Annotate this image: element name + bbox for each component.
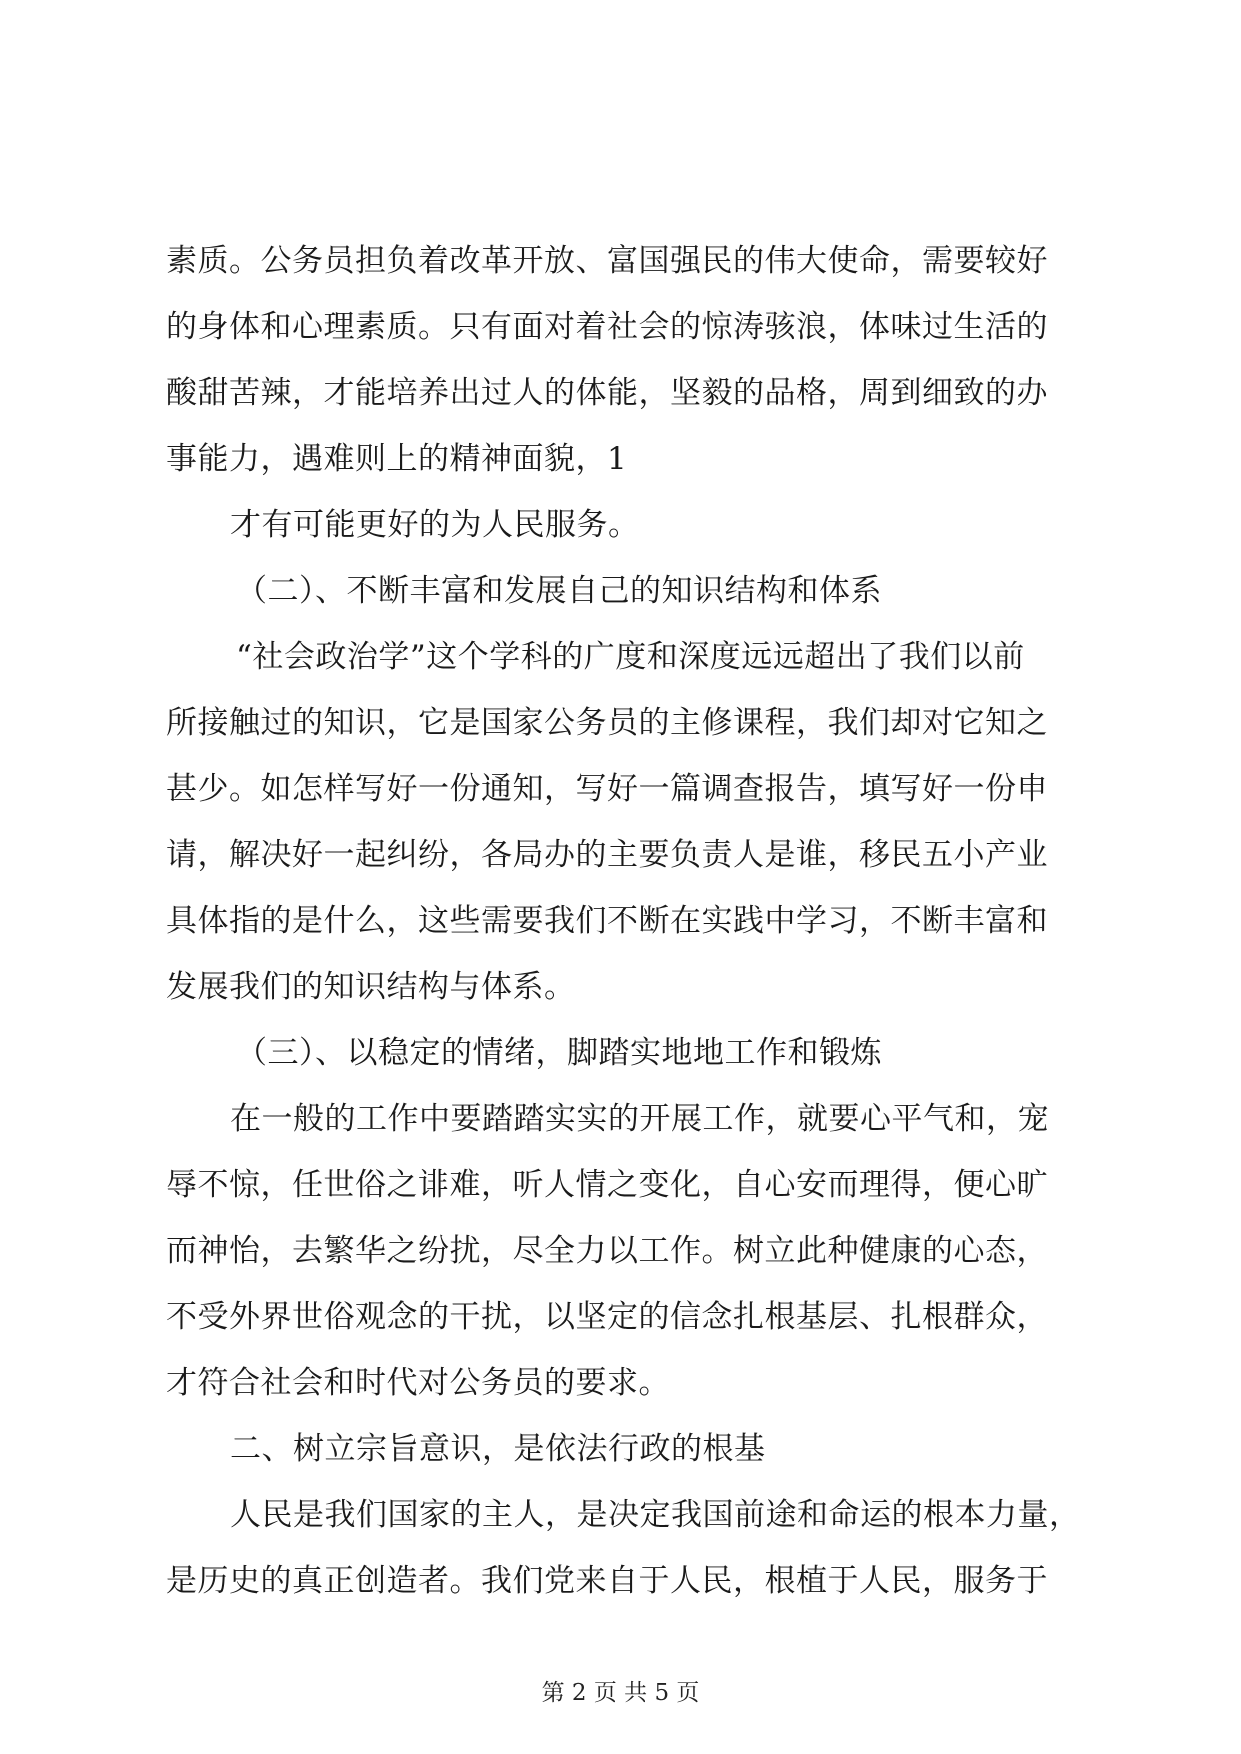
text-line: 具体指的是什么，这些需要我们不断在实践中学习，不断丰富和: [166, 903, 1048, 939]
text-line: 事能力，遇难则上的精神面貌，1: [166, 441, 628, 477]
text-line: “社会政治学”这个学科的广度和深度远远超出了我们以前: [236, 639, 1025, 675]
section-heading: （二）、不断丰富和发展自己的知识结构和体系: [236, 573, 882, 609]
text-line: 人民是我们国家的主人，是决定我国前途和命运的根本力量，: [230, 1497, 1081, 1533]
text-line: 辱不惊，任世俗之诽难，听人情之变化，自心安而理得，便心旷: [166, 1167, 1048, 1203]
section-heading: 二、树立宗旨意识，是依法行政的根基: [230, 1431, 766, 1467]
text-line: 素质。公务员担负着改革开放、富国强民的伟大使命，需要较好: [166, 243, 1048, 279]
text-line: 甚少。如怎样写好一份通知，写好一篇调查报告，填写好一份申: [166, 771, 1048, 807]
text-line: 的身体和心理素质。只有面对着社会的惊涛骇浪，体味过生活的: [166, 309, 1048, 345]
text-line: 发展我们的知识结构与体系。: [166, 969, 576, 1005]
text-line: 是历史的真正创造者。我们党来自于人民，根植于人民，服务于: [166, 1563, 1048, 1599]
text-line: 才有可能更好的为人民服务。: [230, 507, 640, 543]
text-line: 在一般的工作中要踏踏实实的开展工作，就要心平气和，宠: [230, 1101, 1049, 1137]
text-line: 所接触过的知识，它是国家公务员的主修课程，我们却对它知之: [166, 705, 1048, 741]
text-line: 请，解决好一起纠纷，各局办的主要负责人是谁，移民五小产业: [166, 837, 1048, 873]
text-line: 而神怡，去繁华之纷扰，尽全力以工作。树立此种健康的心态，: [166, 1233, 1048, 1269]
document-body: [166, 228, 1081, 1614]
page-footer: 第 2 页 共 5 页: [541, 1680, 700, 1706]
text-line: 酸甜苦辣，才能培养出过人的体能，坚毅的品格，周到细致的办: [166, 375, 1048, 411]
text-line: 不受外界世俗观念的干扰，以坚定的信念扎根基层、扎根群众，: [166, 1299, 1048, 1335]
text-line: 才符合社会和时代对公务员的要求。: [166, 1365, 670, 1401]
section-heading: （三）、以稳定的情绪，脚踏实地地工作和锻炼: [236, 1035, 882, 1071]
